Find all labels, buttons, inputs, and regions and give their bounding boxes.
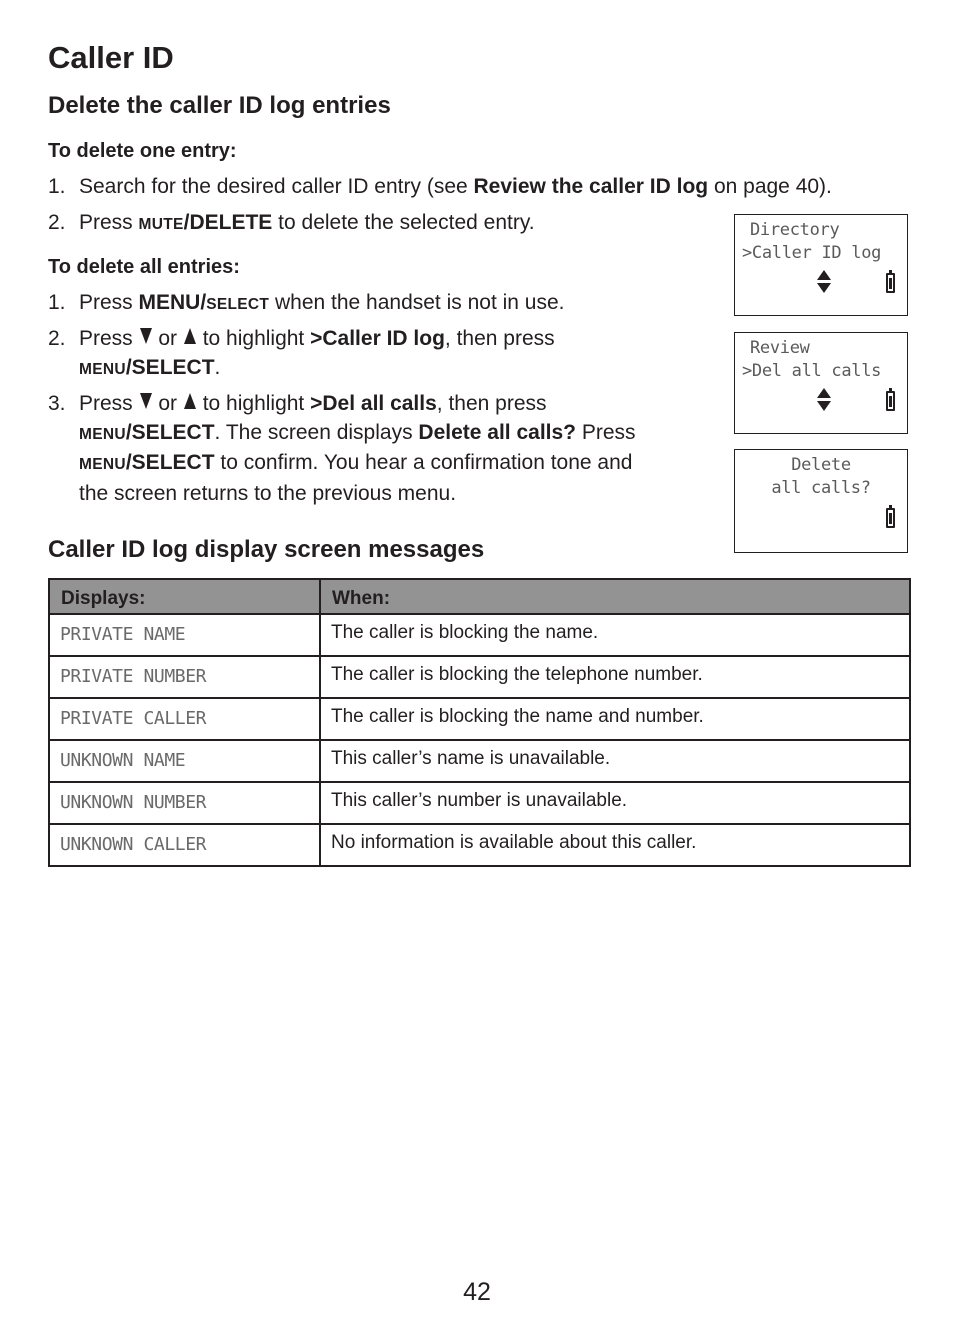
menu-key: MENU/ — [138, 291, 207, 314]
when-cell: This caller’s number is unavailable. — [320, 782, 910, 824]
menu-key: MENU — [79, 425, 126, 443]
table-header-row — [49, 579, 910, 614]
text: on page 40). — [708, 175, 832, 198]
text: to highlight — [196, 327, 311, 350]
scroll-arrows-icon — [817, 270, 831, 294]
text: to delete the selected entry. — [272, 211, 535, 234]
lcd-line-1: Directory — [750, 220, 840, 240]
section-title-delete: Delete the caller ID log entries — [48, 92, 391, 119]
handset-screen-review — [734, 332, 908, 434]
text: Press — [79, 211, 139, 234]
display-cell: PRIVATE NAME — [49, 614, 320, 656]
table-row — [49, 824, 910, 866]
table-row — [49, 656, 910, 698]
table-row — [49, 614, 910, 656]
when-cell: The caller is blocking the name. — [320, 614, 910, 656]
subheading-delete-all: To delete all entries: — [48, 256, 240, 278]
display-cell: PRIVATE CALLER — [49, 698, 320, 740]
menu-key: MENU — [79, 456, 126, 473]
text: or — [152, 392, 183, 415]
select-key: /SELECT — [125, 355, 215, 379]
subheading-delete-one: To delete one entry: — [48, 140, 237, 162]
text: or — [152, 327, 183, 350]
step-number: 1. — [48, 291, 66, 314]
text: . The screen displays — [214, 420, 419, 444]
text: Press — [576, 420, 636, 444]
review-link-text: Review the caller ID log — [473, 175, 709, 198]
header-displays: Displays: — [49, 579, 320, 614]
step-number: 2. — [48, 327, 66, 350]
select-key: /SELECT — [125, 451, 215, 474]
page-number: 42 — [463, 1278, 491, 1306]
del-all-calls-option: >Del all calls — [310, 392, 437, 415]
lcd-line-2: >Caller ID log — [742, 243, 882, 263]
up-arrow-icon — [184, 328, 196, 344]
select-key: /SELECT — [125, 420, 215, 444]
step-number: 1. — [48, 175, 66, 198]
messages-table — [48, 578, 911, 867]
step-text — [79, 325, 555, 384]
step-number: 3. — [48, 392, 66, 415]
header-when: When: — [320, 579, 910, 614]
page-title: Caller ID — [48, 40, 174, 75]
mute-key: MUTE — [138, 216, 184, 233]
battery-icon — [886, 508, 895, 528]
battery-icon — [886, 273, 895, 293]
table-row — [49, 740, 910, 782]
step-text — [79, 173, 832, 202]
text: to highlight — [196, 392, 311, 415]
caller-id-log-option: >Caller ID log — [310, 327, 445, 350]
lcd-line-1: Review — [750, 338, 810, 358]
step-text — [79, 209, 535, 240]
up-arrow-icon — [184, 393, 196, 409]
handset-screen-delete-confirm — [734, 449, 908, 553]
scroll-arrows-icon — [817, 388, 831, 412]
table-row — [49, 698, 910, 740]
text: Press — [79, 392, 139, 415]
lcd-line-2: all calls? — [771, 478, 871, 498]
text: when the handset is not in use. — [269, 291, 565, 314]
delete-all-calls-prompt: Delete all calls? — [418, 420, 577, 444]
when-cell: This caller’s name is unavailable. — [320, 740, 910, 782]
step-text — [79, 390, 636, 508]
display-cell: UNKNOWN CALLER — [49, 824, 320, 866]
text: , then press — [436, 392, 547, 415]
text: . — [214, 355, 221, 379]
display-cell: UNKNOWN NUMBER — [49, 782, 320, 824]
text: Press — [79, 291, 139, 314]
lcd-line-2: >Del all calls — [742, 361, 882, 381]
when-cell: The caller is blocking the name and number. — [320, 698, 910, 740]
down-arrow-icon — [140, 393, 152, 409]
section-title-messages: Caller ID log display screen messages — [48, 536, 485, 563]
table-row — [49, 782, 910, 824]
step-text — [79, 289, 565, 320]
when-cell: The caller is blocking the telephone number. — [320, 656, 910, 698]
display-cell: PRIVATE NUMBER — [49, 656, 320, 698]
battery-icon — [886, 391, 895, 411]
text: , then press — [444, 327, 555, 350]
lcd-line-1: Delete — [791, 455, 851, 475]
menu-key: MENU — [79, 360, 126, 378]
when-cell: No information is available about this caller. — [320, 824, 910, 866]
step-number: 2. — [48, 211, 66, 234]
select-key: SELECT — [206, 296, 270, 313]
text: Search for the desired caller ID entry (see — [79, 175, 474, 198]
handset-screen-directory — [734, 214, 908, 316]
display-cell: UNKNOWN NAME — [49, 740, 320, 782]
text: to confirm. You hear a confirmation tone and — [214, 451, 633, 474]
text: the screen returns to the previous menu. — [79, 481, 457, 505]
down-arrow-icon — [140, 328, 152, 344]
text: Press — [79, 327, 139, 350]
delete-key: /DELETE — [183, 211, 273, 234]
